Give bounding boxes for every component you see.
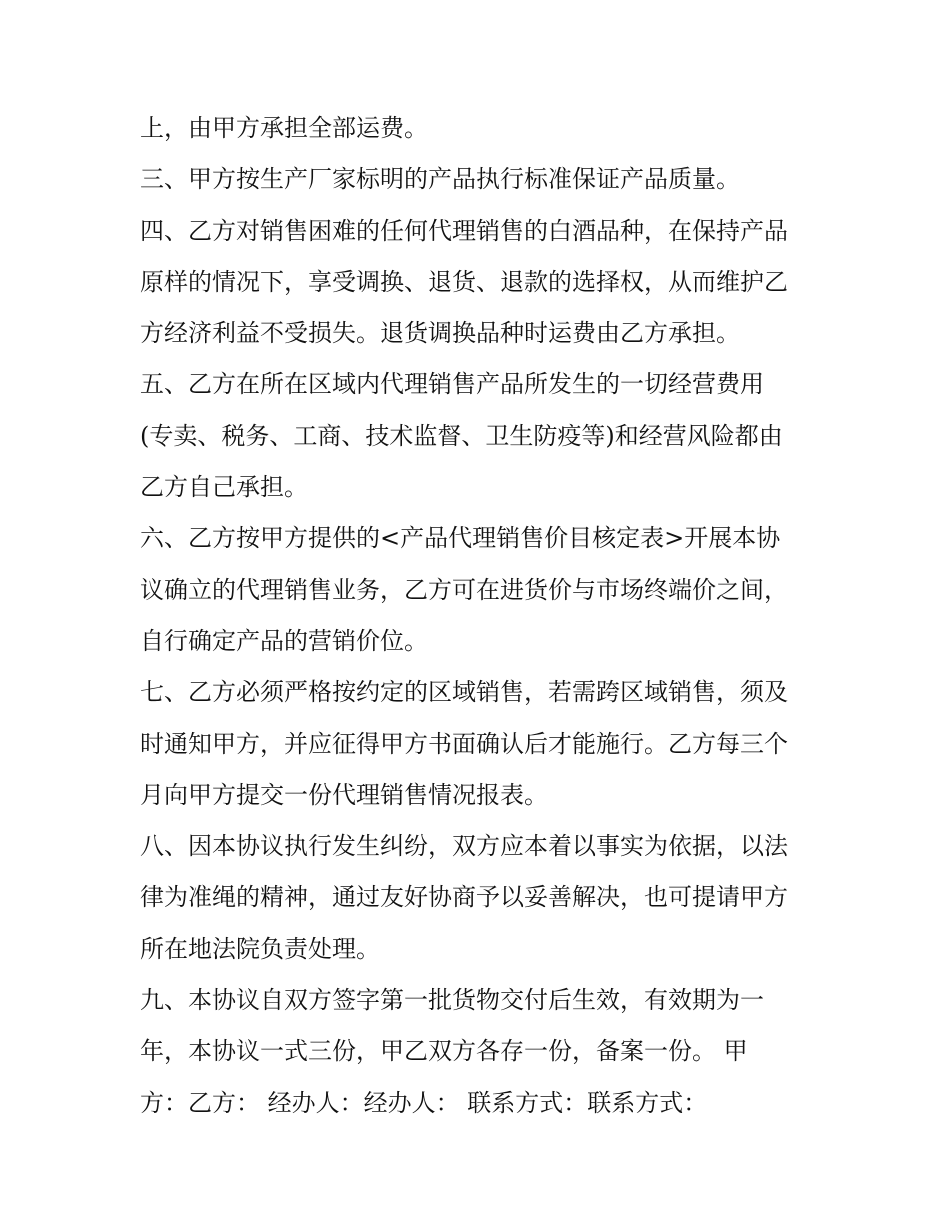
text-line: 七、乙方必须严格按约定的区域销售，若需跨区域销售，须及	[140, 678, 788, 707]
text-line: (专卖、税务、工商、技术监督、卫生防疫等)和经营风险都由	[140, 421, 783, 450]
text-line: 上，由甲方承担全部运费。	[140, 114, 428, 142]
text-line: 八、因本协议执行发生纠纷，双方应本着以事实为依据，以法	[140, 832, 788, 861]
text-line: 自行确定产品的营销价位。	[140, 626, 428, 655]
text-line: 月向甲方提交一份代理销售情况报表。	[140, 780, 548, 809]
text-line: 所在地法院负责处理。	[140, 934, 380, 963]
text-line: 原样的情况下，享受调换、退货、退款的选择权，从而维护乙	[140, 267, 788, 296]
text-line: 四、乙方对销售困难的任何代理销售的白酒品种，在保持产品	[140, 216, 788, 245]
text-line: 三、甲方按生产厂家标明的产品执行标准保证产品质量。	[140, 165, 740, 194]
text-line: 律为准绳的精神，通过友好协商予以妥善解决，也可提请甲方	[140, 883, 788, 912]
text-line: 九、本协议自双方签字第一批货物交付后生效，有效期为一	[140, 986, 764, 1015]
text-line: 议确立的代理销售业务，乙方可在进货价与市场终端价之间，	[140, 575, 788, 604]
text-line: 五、乙方在所在区域内代理销售产品所发生的一切经营费用	[140, 370, 764, 399]
document-body	[140, 103, 820, 1129]
text-line: 时通知甲方，并应征得甲方书面确认后才能施行。乙方每三个	[140, 729, 788, 758]
text-line: 方经济利益不受损失。退货调换品种时运费由乙方承担。	[140, 319, 740, 348]
text-line: 年，本协议一式三份，甲乙双方各存一份，备案一份。 甲	[140, 1037, 748, 1066]
text-line: 方：乙方： 经办人：经办人： 联系方式：联系方式：	[140, 1088, 708, 1117]
text-line: 六、乙方按甲方提供的<产品代理销售价目核定表>开展本协	[140, 524, 781, 553]
text-line: 乙方自己承担。	[140, 473, 308, 502]
